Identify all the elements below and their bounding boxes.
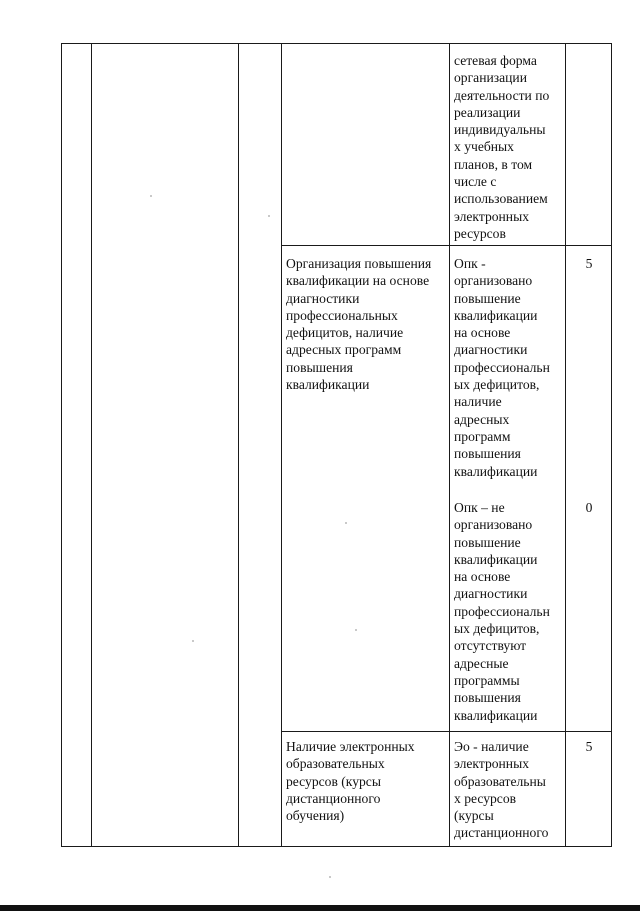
scan-speck [329,876,331,878]
table-column-divider-2 [238,43,239,847]
table-cell-criterion: Наличие электронных образовательных ресурсов (курсы дистанционного обучения) [286,739,415,824]
scan-speck [355,629,357,631]
scan-speck [192,640,194,642]
table-cell-indicator: Опк – не организовано повышение квалификации на основе диагностики профессиональн ых дефицитов, отсутствуют адресные программы повышения квалификации [454,500,550,723]
table-row-divider-1 [281,245,612,246]
table-cell-score: 5 [585,739,593,754]
table-cell-indicator: Эо - наличие электронных образовательны х ресурсов (курсы дистанционного [454,739,549,841]
table-border-right [611,43,612,847]
table-column-divider-4 [449,43,450,847]
table-cell-criterion: Организация повышения квалификации на основе диагностики профессиональных дефицитов, наличие адресных программ повышения квалификации [286,256,432,393]
scan-bottom-edge [0,905,640,911]
table-cell-indicator: Опк - организовано повышение квалификации на основе диагностики профессиональн ых дефицитов, наличие адресных программ повышения квалификации [454,256,550,479]
table-column-divider-3 [281,43,282,847]
scan-speck [150,195,152,197]
table-cell-score: 0 [585,500,593,515]
table-cell-score: 5 [585,256,593,271]
scan-speck [268,215,270,217]
table-border-bottom [61,846,612,847]
table-column-divider-1 [91,43,92,847]
table-column-divider-5 [565,43,566,847]
table-row-divider-2 [281,731,612,732]
table-cell-indicator: сетевая форма организации деятельности по реализации индивидуальны х учебных планов, в том числе с использованием электронных ресурсов [454,53,550,241]
table-border-left [61,43,62,847]
scan-speck [345,522,347,524]
table-border-top [61,43,612,44]
